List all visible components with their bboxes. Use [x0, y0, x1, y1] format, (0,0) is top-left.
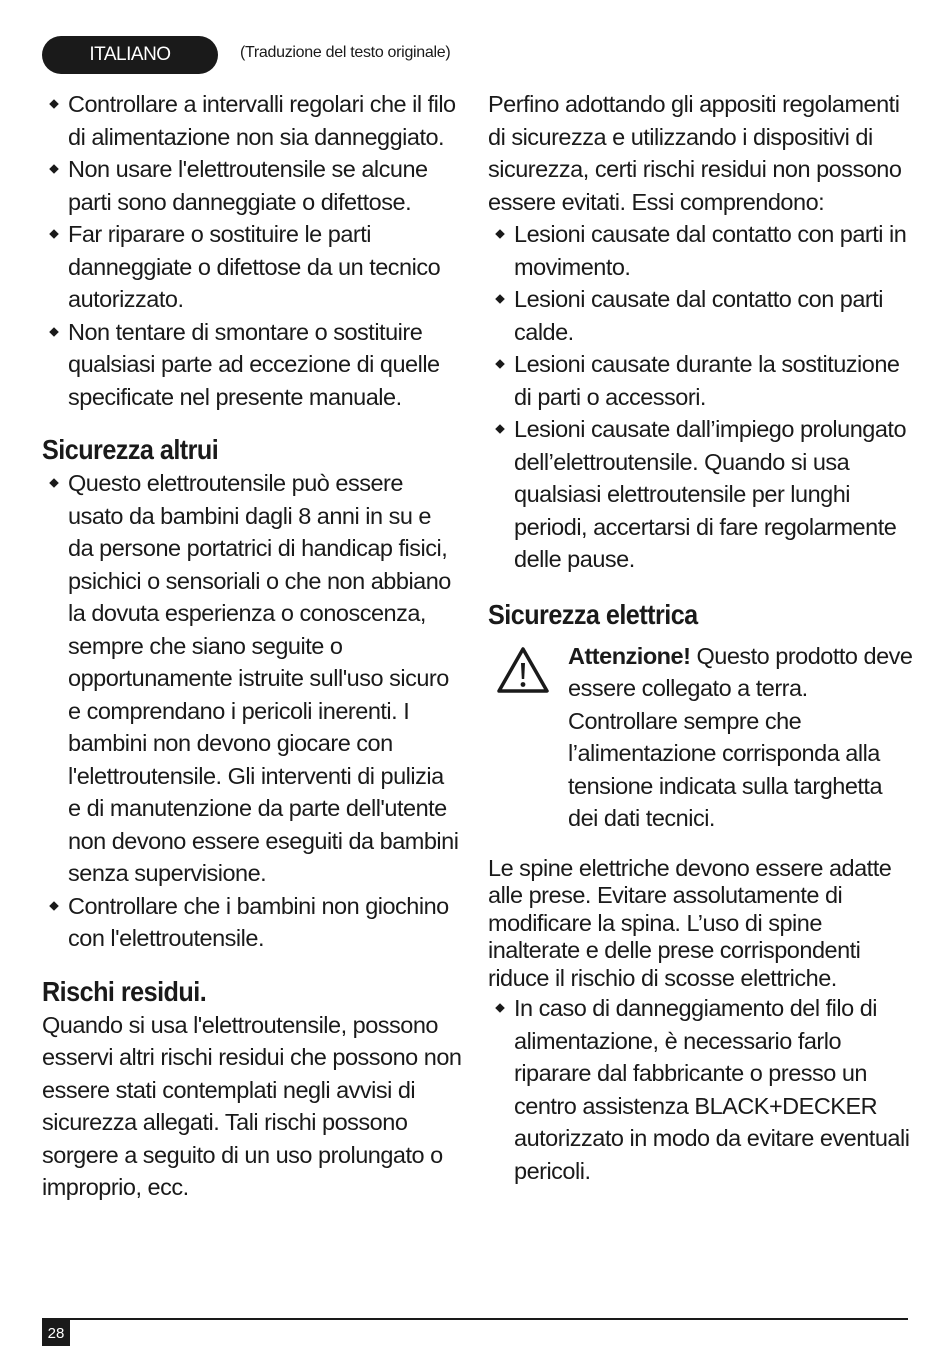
residual-risks-list [488, 218, 913, 576]
section-heading-others-safety: Sicurezza altrui [42, 434, 219, 465]
list-item: Controllare a intervalli regolari che il filo di alimentazione non sia danneggiato. [42, 88, 462, 153]
diamond-bullet-icon [49, 229, 59, 239]
diamond-bullet-icon [49, 327, 59, 337]
page-number: 28 [42, 1320, 70, 1346]
footer-divider [42, 1318, 908, 1320]
diamond-bullet-icon [495, 229, 505, 239]
cord-check-list [42, 88, 462, 413]
section-heading-residual-risks: Rischi residui. [42, 975, 207, 1007]
list-item: In caso di danneggiamento del filo di alimentazione, è necessario farlo riparare dal fabbricante o presso un centro assistenza BLACK+DECKER autorizzato in modo da evitare eventuali pericoli. [488, 992, 913, 1187]
right-column [488, 88, 913, 1187]
diamond-bullet-icon [495, 359, 505, 369]
warning-text [568, 640, 913, 835]
list-item: Controllare che i bambini non giochino con l'elettroutensile. [42, 890, 462, 955]
warning-body: Questo prodotto deve essere collegato a terra. Controllare sempre che l’alimentazione corrisponda alla tensione indicata sulla targhetta dei dati tecnici. [568, 642, 913, 831]
warning-block [488, 640, 913, 835]
list-item: Lesioni causate dal contatto con parti in movimento. [488, 218, 913, 283]
diamond-bullet-icon [495, 294, 505, 304]
diamond-bullet-icon [49, 901, 59, 911]
diamond-bullet-icon [49, 164, 59, 174]
list-item: Lesioni causate dal contatto con parti calde. [488, 283, 913, 348]
warning-title: Attenzione! [568, 642, 691, 669]
plug-list [488, 992, 913, 1187]
diamond-bullet-icon [49, 99, 59, 109]
list-item: Non tentare di smontare o sostituire qualsiasi parte ad eccezione di quelle specificate nel presente manuale. [42, 316, 462, 414]
list-item: Lesioni causate dall’impiego prolungato dell’elettroutensile. Quando si usa qualsiasi elettroutensile per lunghi periodi, accertarsi di fare regolarmente delle pause. [488, 413, 913, 576]
section-heading-electrical-safety: Sicurezza elettrica [488, 598, 698, 630]
translation-note: (Traduzione del testo originale) [240, 44, 451, 61]
residual-risks-text: Quando si usa l'elettroutensile, possono esservi altri rischi residui che possono non essere stati contemplati negli avvisi di sicurezza allegati. Tali rischi possono sorgere a seguito di un uso prolungato o improprio, ecc. [42, 1011, 462, 1200]
language-badge [42, 36, 218, 74]
list-item: Lesioni causate durante la sostituzione di parti o accessori. [488, 348, 913, 413]
diamond-bullet-icon [495, 424, 505, 434]
warning-triangle-icon [496, 646, 550, 694]
diamond-bullet-icon [49, 478, 59, 488]
others-safety-list [42, 467, 462, 955]
language-label: ITALIANO [89, 44, 171, 65]
left-column [42, 88, 462, 1204]
plug-text: Le spine elettriche devono essere adatte alle prese. Evitare assolutamente di modificare la spina. L’uso di spine inalterate e delle prese corrispondenti riduce il rischio di scosse elettriche. [488, 854, 892, 991]
list-item: Far riparare o sostituire le parti danneggiate o difettose da un tecnico autorizzato. [42, 218, 462, 316]
diamond-bullet-icon [495, 1003, 505, 1013]
list-item: Non usare l'elettroutensile se alcune parti sono danneggiate o difettose. [42, 153, 462, 218]
list-item: Questo elettroutensile può essere usato da bambini dagli 8 anni in su e da persone portatrici di handicap fisici, psichici o sensoriali o che non abbiano la dovuta esperienza o conoscenza, sempre che siano seguite o opportunamente istruite sull'uso sicuro e comprendano i pericoli inerenti. I bambini non devono giocare con l'elettroutensile. Gli interventi di pulizia e di manutenzione da parte dell'utente non devono essere eseguiti da bambini senza supervisione. [42, 467, 462, 890]
residual-intro-text: Perfino adottando gli appositi regolamenti di sicurezza e utilizzando i dispositivi di sicurezza, certi rischi residui non possono essere evitati. Essi comprendono: [488, 91, 902, 215]
